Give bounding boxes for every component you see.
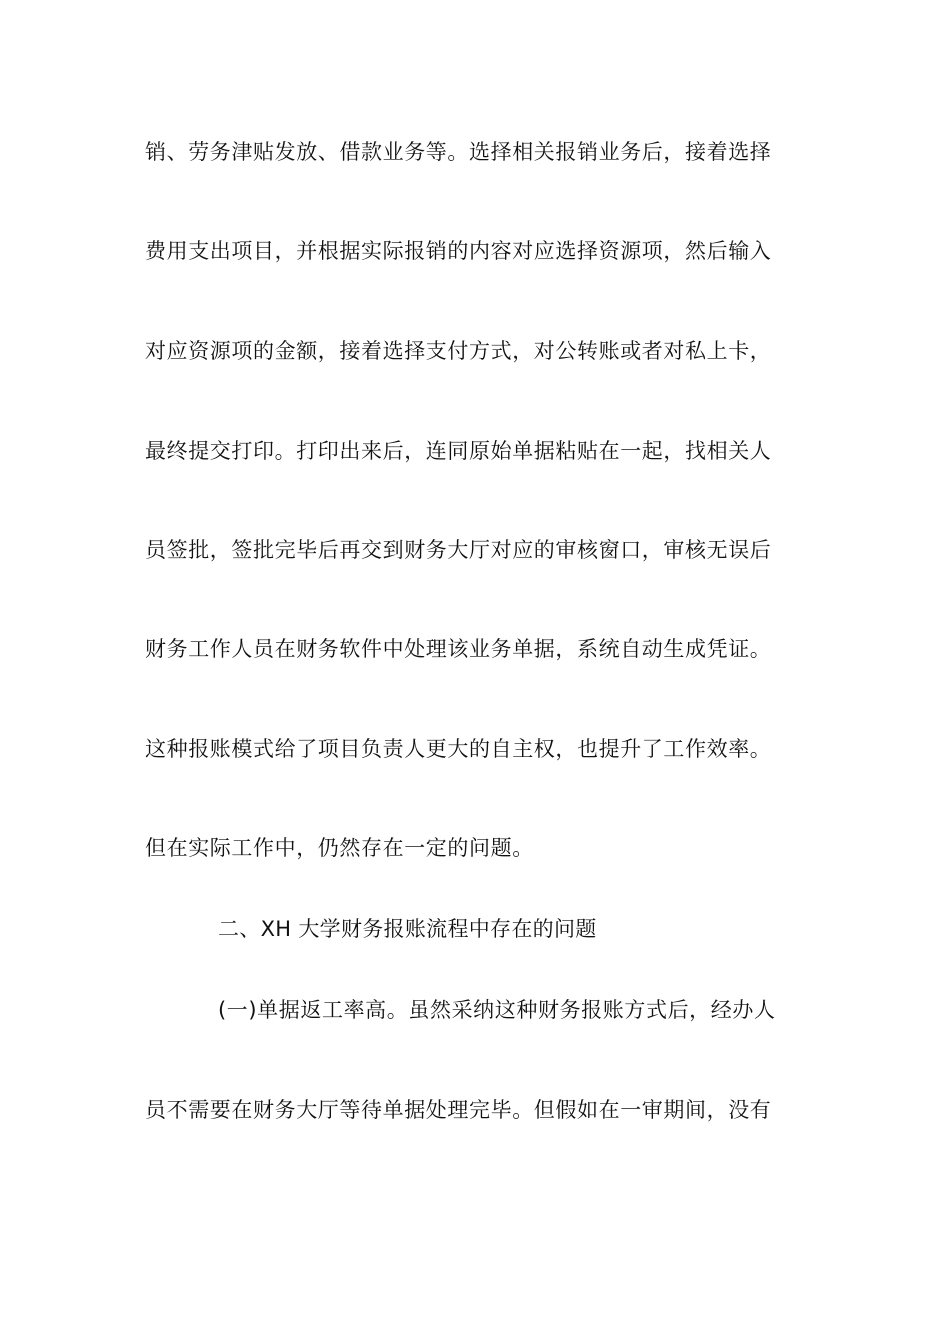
paragraph-1-line-4: 最终提交打印。打印出来后，连同原始单据粘贴在一起，找相关人 (145, 439, 772, 463)
paragraph-1-line-2: 费用支出项目，并根据实际报销的内容对应选择资源项，然后输入 (145, 239, 772, 263)
paragraph-2-line-2: 员不需要在财务大厅等待单据处理完毕。但假如在一审期间，没有 (145, 1098, 772, 1122)
paragraph-1-line-3: 对应资源项的金额，接着选择支付方式，对公转账或者对私上卡， (145, 339, 772, 363)
paragraph-1-line-7: 这种报账模式给了项目负责人更大的自主权，也提升了工作效率。 (145, 737, 772, 761)
section-heading: 二、XH 大学财务报账流程中存在的问题 (218, 917, 597, 941)
paragraph-1-line-1: 销、劳务津贴发放、借款业务等。选择相关报销业务后，接着选择 (145, 140, 772, 164)
paragraph-1-line-6: 财务工作人员在财务软件中处理该业务单据，系统自动生成凭证。 (145, 637, 772, 661)
paragraph-1-line-5: 员签批，签批完毕后再交到财务大厅对应的审核窗口，审核无误后 (145, 538, 772, 562)
paragraph-1-line-8: 但在实际工作中，仍然存在一定的问题。 (145, 836, 534, 860)
paragraph-2-line-1: (一)单据返工率高。虽然采纳这种财务报账方式后，经办人 (218, 998, 776, 1022)
